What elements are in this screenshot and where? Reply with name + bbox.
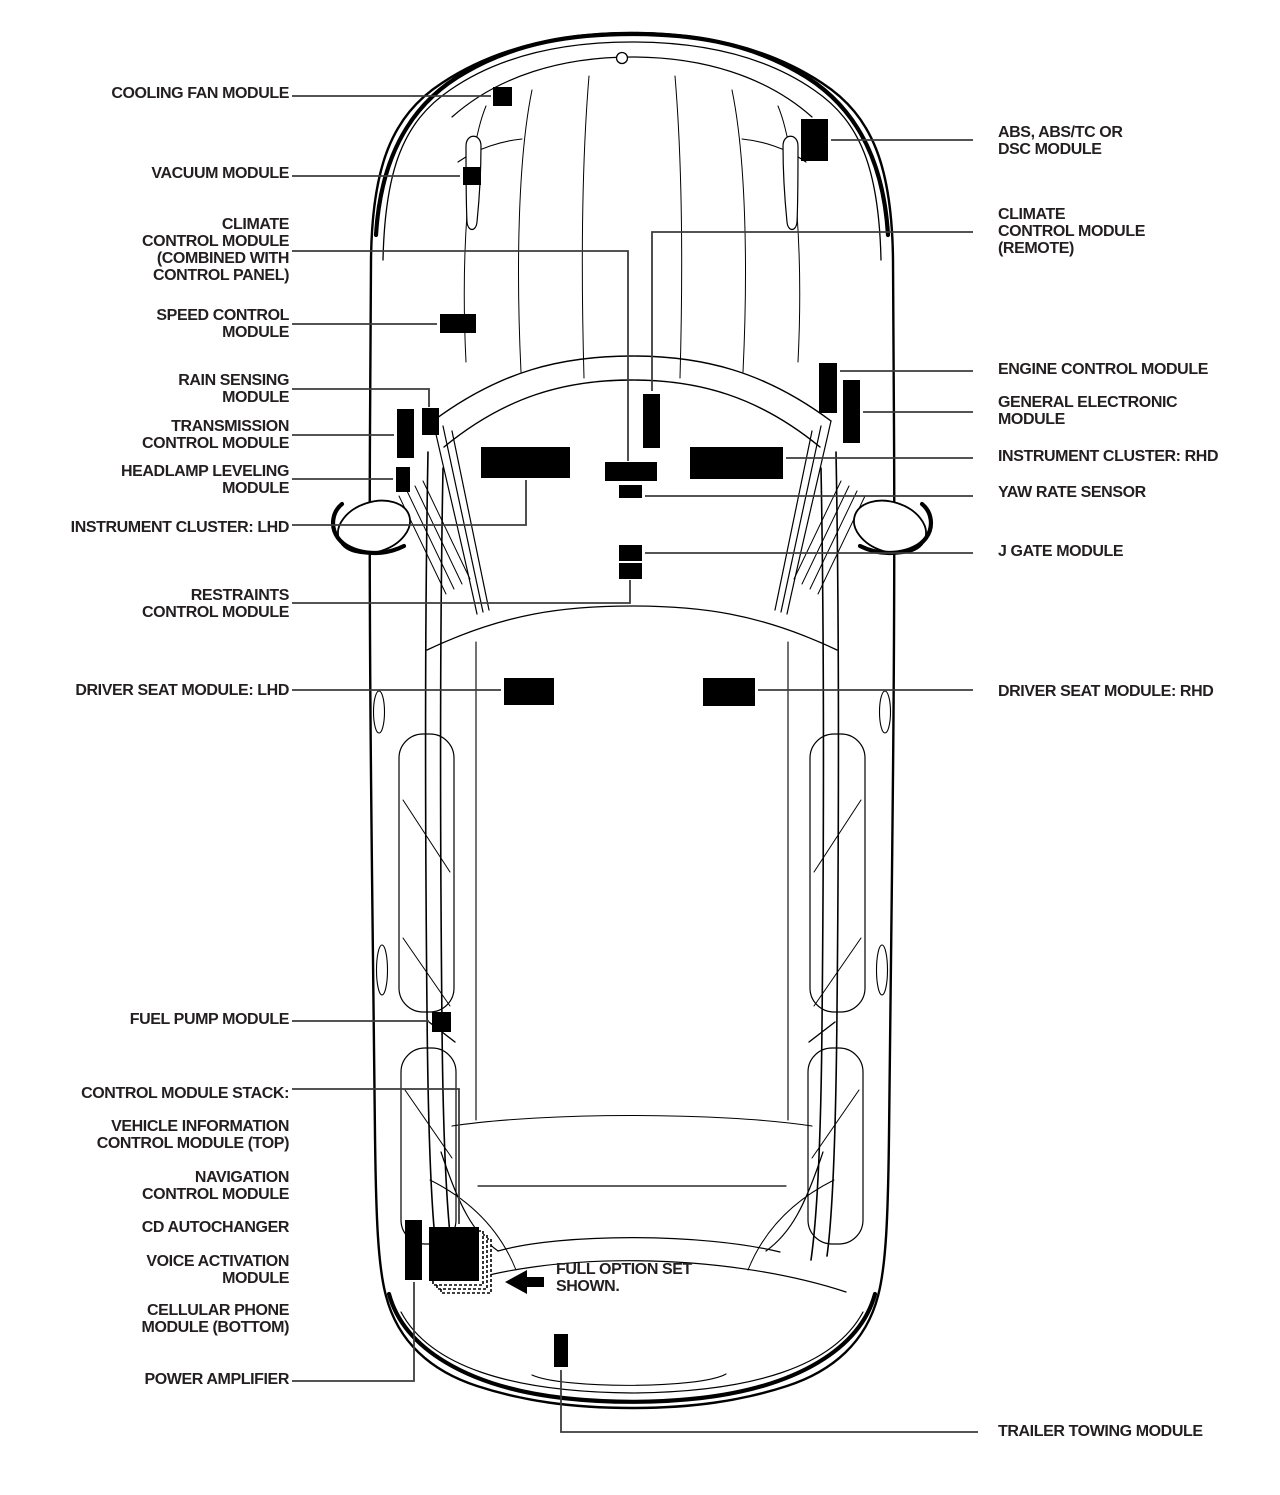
module-cooling-fan-marker [493, 87, 512, 106]
label-trailer-towing-module: TRAILER TOWING MODULE [998, 1423, 1203, 1440]
door-handles [374, 691, 891, 995]
module-driver-seat-rhd-marker [703, 678, 755, 706]
hood-badge [617, 53, 628, 64]
label-engine-control-module: ENGINE CONTROL MODULE [998, 361, 1208, 378]
label-power-amplifier: POWER AMPLIFIER [144, 1371, 289, 1388]
label-general-electronic-module: GENERAL ELECTRONIC MODULE [998, 394, 1178, 428]
module-rain-sensing-marker [422, 408, 439, 435]
label-driver-seat-module-rhd: DRIVER SEAT MODULE: RHD [998, 683, 1214, 700]
module-j-gate-marker [619, 545, 642, 561]
label-headlamp-leveling-module: HEADLAMP LEVELING MODULE [120, 463, 289, 497]
module-climate-remote-marker [643, 394, 660, 448]
label-cooling-fan-module: COOLING FAN MODULE [111, 85, 289, 102]
module-restraints-marker [619, 563, 642, 579]
label-navigation-control-module: NAVIGATION CONTROL MODULE [142, 1169, 289, 1203]
module-headlamp-leveling-marker [396, 467, 410, 492]
label-rain-sensing-module: RAIN SENSING MODULE [178, 372, 289, 406]
module-fuel-pump-marker [432, 1012, 451, 1032]
leader-climate-combined [292, 251, 628, 461]
left-mirror [331, 492, 417, 562]
label-instrument-cluster-lhd: INSTRUMENT CLUSTER: LHD [70, 519, 289, 536]
module-engine-control-marker [819, 363, 837, 413]
leader-lines [292, 96, 978, 1432]
module-vacuum-marker [463, 167, 481, 185]
label-cellular-phone-module: CELLULAR PHONE MODULE (BOTTOM) [141, 1302, 289, 1336]
module-instrument-cluster-rhd-marker [690, 447, 783, 479]
module-power-amplifier-marker [405, 1220, 422, 1280]
label-driver-seat-module-lhd: DRIVER SEAT MODULE: LHD [75, 682, 289, 699]
module-abs-marker [801, 119, 828, 161]
module-instrument-cluster-lhd-marker [481, 447, 570, 478]
leader-climate-remote [652, 232, 973, 391]
leader-power-amplifier [292, 1282, 414, 1381]
label-transmission-control-module: TRANSMISSION CONTROL MODULE [142, 418, 289, 452]
label-restraints-control-module: RESTRAINTS CONTROL MODULE [142, 587, 289, 621]
label-climate-control-module-remote: CLIMATE CONTROL MODULE (REMOTE) [998, 206, 1145, 257]
label-vehicle-information-control-module: VEHICLE INFORMATION CONTROL MODULE (TOP) [96, 1118, 289, 1152]
label-yaw-rate-sensor: YAW RATE SENSOR [998, 484, 1146, 501]
label-cd-autochanger: CD AUTOCHANGER [141, 1219, 289, 1236]
module-transmission-marker [397, 409, 414, 458]
label-voice-activation-module: VOICE ACTIVATION MODULE [146, 1253, 289, 1287]
label-speed-control-module: SPEED CONTROL MODULE [156, 307, 289, 341]
label-instrument-cluster-rhd: INSTRUMENT CLUSTER: RHD [998, 448, 1219, 465]
label-j-gate-module: J GATE MODULE [998, 543, 1124, 560]
full-option-note: FULL OPTION SET SHOWN. [556, 1261, 692, 1295]
module-general-electronic-marker [843, 380, 860, 443]
windshield-arcs [433, 356, 831, 447]
right-mirror [847, 492, 933, 562]
module-trailer-towing-marker [554, 1334, 568, 1367]
door-openings [399, 734, 865, 1244]
car-body-outline [331, 33, 933, 1408]
c-pillars [441, 1152, 823, 1251]
label-climate-control-module-combined: CLIMATE CONTROL MODULE (COMBINED WITH CONTROL PANEL) [142, 216, 289, 284]
b-pillars [429, 1022, 835, 1042]
module-yaw-rate-marker [619, 485, 642, 498]
hood-lines [464, 76, 799, 378]
module-speed-control-marker [440, 314, 476, 333]
module-stack-marker [429, 1227, 491, 1293]
leader-restraints [292, 580, 630, 603]
full-option-arrow-icon [505, 1270, 544, 1294]
module-climate-combined-marker [605, 462, 657, 481]
label-abs-dsc-module: ABS, ABS/TC OR DSC MODULE [998, 124, 1123, 158]
label-fuel-pump-module: FUEL PUMP MODULE [129, 1011, 289, 1028]
washer-slot-right [783, 136, 798, 229]
label-vacuum-module: VACUUM MODULE [151, 165, 289, 182]
leader-rain-sensing [292, 389, 429, 407]
label-control-module-stack: CONTROL MODULE STACK: [81, 1085, 289, 1102]
module-driver-seat-lhd-marker [504, 678, 554, 705]
